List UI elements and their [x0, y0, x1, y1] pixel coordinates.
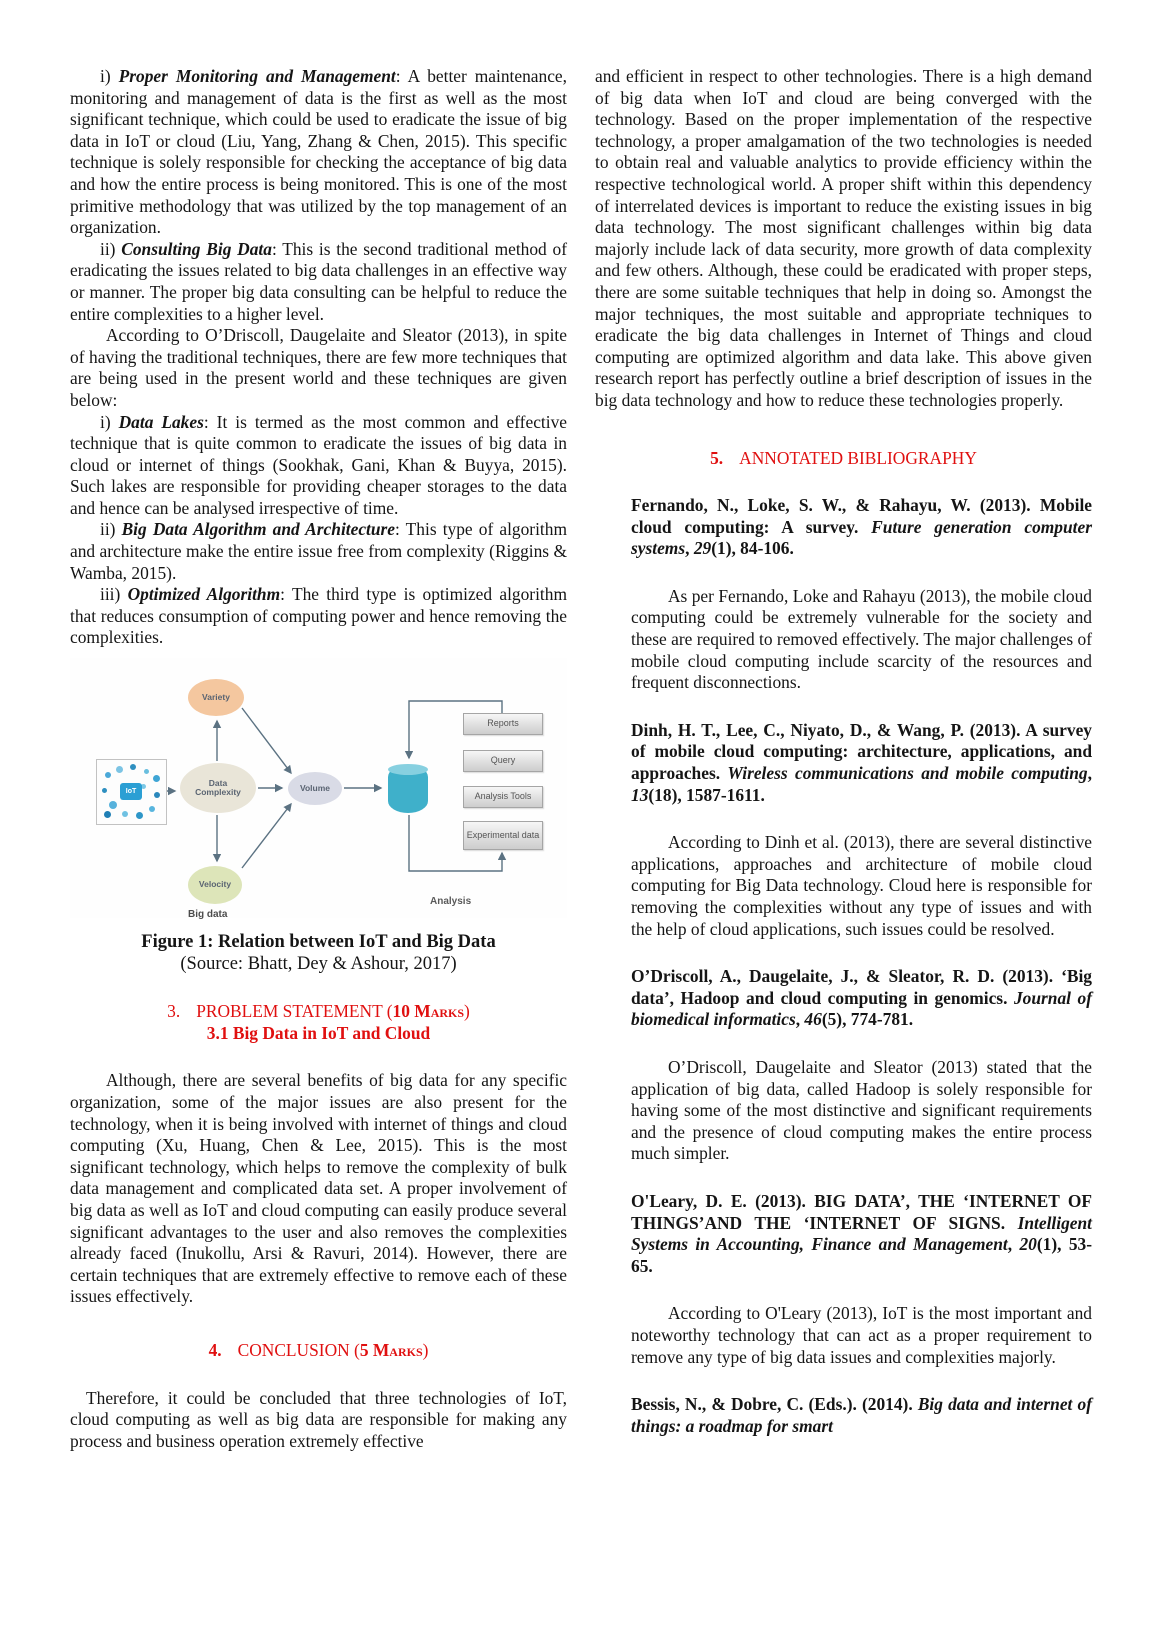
figure-1-diagram: [70, 658, 567, 921]
reference-oleary: [631, 1191, 1092, 1277]
box-experimental-data: Experimental data: [463, 821, 543, 850]
text-run: Fernando, N., Loke, S. W., & Rahayu, W. (2013). Mobile cloud computing: A survey.: [631, 495, 1092, 537]
item-lead: ii): [100, 238, 122, 259]
paragraph-according: According to O’Driscoll, Daugelaite and Sleator (2013), in spite of having the traditional techniques, there are few more techniques that are being used in the present world and these techniques are given below:: [70, 325, 567, 410]
annotation-fernando: As per Fernando, Loke and Rahayu (2013), the mobile cloud computing could be extremely vulnerable for the society and these are required to removed effectively. The major challenges of mobile cloud computing include scarcity of the resources and frequent disconnections.: [631, 585, 1092, 693]
text-run: (1), 84-106.: [711, 538, 794, 559]
annotation-dinh: According to Dinh et al. (2013), there are several distinctive applications, approaches and architecture of mobile cloud computing for Big Data technology. Cloud here is responsible for removing the complexities without any type of issues and with the help of cloud applications, such issues could be resolved.: [631, 832, 1092, 939]
text-run: (18), 1587-1611.: [648, 784, 765, 805]
heading-number: 4.: [208, 1339, 222, 1360]
reference-fernando: [631, 495, 1092, 560]
item-lead: iii): [100, 584, 128, 605]
item-lead: i): [100, 411, 119, 432]
heading-text: ): [422, 1339, 429, 1360]
label-analysis: Analysis: [430, 896, 472, 908]
text-run: ,: [1087, 763, 1092, 784]
item-lead: i): [100, 66, 119, 86]
heading-text: ANNOTATED BIBLIOGRAPHY: [739, 447, 977, 468]
box-reports: Reports: [463, 713, 543, 735]
figure-caption-title: Figure 1: Relation between IoT and Big Data: [141, 932, 496, 953]
text-run: : The third type is optimized algorithm that reduces consumption of computing power and hence removing the complexities.: [70, 584, 567, 648]
list-item-consulting-big-data: [70, 239, 567, 325]
node-data-complexity: Data Complexity: [180, 763, 256, 813]
iot-chip: IoT: [120, 783, 142, 800]
node-velocity: Velocity: [188, 866, 242, 904]
text-run: O'Leary, D. E. (2013). BIG DATA’, THE ‘INTERNET OF THINGS’AND THE ‘INTERNET OF SIGNS.: [631, 1190, 1092, 1233]
heading-big-data-iot-cloud: 3.1 Big Data in IoT and Cloud: [206, 1022, 431, 1043]
volume-number: 46: [804, 1009, 822, 1030]
item-term: Data Lakes: [118, 411, 204, 432]
paragraph-therefore: Therefore, it could be concluded that three technologies of IoT, cloud computing as well as big data are responsible for making any process and business operation extremely effective: [70, 1387, 567, 1451]
figure-caption-source: (Source: Bhatt, Dey & Ashour, 2017): [180, 953, 457, 974]
paragraph-although: Although, there are several benefits of big data for any specific organization, some of the major issues are also present for the technology, when it is being involved with internet of things and cloud computing (Xu, Huang, Chen & Lee, 2015). This is the most significant technology, which helps to remove the complexity of bulk data management and complicated data set. A proper involvement of big data as well as IoT and cloud computing can easily produce several significant advantages to the user and also removes the complexities already faced (Inukollu, Arsi & Ravuri, 2014). However, there are certain techniques that are extremely effective to remove each of these issues effectively.: [70, 1070, 567, 1307]
text-run: : It is termed as the most common and effective technique that is quite common to eradicate the issues of big data in cloud or internet of things (Sookhak, Gani, Khan & Buyya, 2015). Such lakes are responsible for providing cheaper storages to the data and hence can be analysed irrespective of time.: [70, 411, 567, 518]
heading-number: 5.: [710, 447, 724, 468]
item-term: Optimized Algorithm: [127, 584, 281, 605]
heading-marks: 5 Marks: [359, 1339, 423, 1360]
node-variety: Variety: [188, 679, 244, 716]
heading-number: 3.: [167, 1001, 181, 1022]
text-run: ,: [685, 538, 694, 559]
reference-bessis: [631, 1394, 1092, 1437]
reference-odriscoll: [631, 966, 1092, 1031]
heading-annotated-bibliography: [595, 448, 1092, 470]
volume-number: 13: [631, 784, 649, 805]
heading-text: PROBLEM STATEMENT (: [196, 1001, 393, 1022]
heading-text: CONCLUSION (: [237, 1339, 360, 1360]
left-column: [70, 66, 567, 1452]
text-run: (5), 774-781.: [821, 1009, 914, 1030]
iot-devices-box: [96, 759, 167, 825]
item-term: Big Data Algorithm and Architecture: [121, 519, 396, 540]
text-run: Bessis, N., & Dobre, C. (Eds.). (2014).: [631, 1394, 918, 1415]
list-item-data-lakes: [70, 412, 567, 520]
text-run: (1), 53-65.: [631, 1234, 1093, 1276]
journal-title: Intelligent Systems in Accounting, Finance and Management: [631, 1212, 1092, 1255]
text-run: ,: [795, 1009, 805, 1030]
heading-conclusion: [70, 1340, 567, 1362]
heading-problem-statement: [70, 1001, 567, 1023]
text-run: Dinh, H. T., Lee, C., Niyato, D., & Wang, P. (2013). A survey of mobile cloud computing: architecture, applications, and approaches.: [631, 719, 1092, 784]
journal-title: Journal of biomedical informatics: [631, 987, 1092, 1030]
heading-text: ): [464, 1001, 470, 1022]
volume-number: 20: [1019, 1234, 1037, 1255]
paragraph-intro: and efficient in respect to other technologies. There is a high demand of big data when IoT and cloud are being converged with the technology. Based on the proper implementation of the respective technology, a proper amalgamation of the two technologies is needed to obtain real and valuable analytics to provide efficiency within the respective technological world. A proper shift within this dependency of interrelated devices is important to reduce the existing issues in big data technology. The most significant challenges within big data majorly include lack of data security, more growth of data complexity and few others. Although, these could be eradicated with proper steps, there are some suitable techniques that help in doing so. Amongst the major techniques, the most suitable and appropriate techniques to eradicate the big data challenges in Internet of Things and cloud computing are optimized algorithm and data lake. This above given research report has perfectly outline a brief description of issues in the big data technology and how to reduce these technologies properly.: [595, 66, 1092, 410]
box-analysis-tools: Analysis Tools: [463, 786, 543, 808]
label-big-data: Big data: [188, 909, 228, 921]
item-term: Consulting Big Data: [121, 238, 272, 259]
journal-title: Big data and internet of things: a roadmap for smart: [631, 1394, 1093, 1436]
text-run: : This is the second traditional method of eradicating the issues related to big data challenges in an effective way or manner. The proper big data consulting can be helpful to reduce the entire complexities to a higher level.: [70, 238, 568, 324]
right-column: [595, 66, 1092, 1452]
text-run: O’Driscoll, A., Daugelaite, J., & Sleator, R. D. (2013). ‘Big data’, Hadoop and cloud computing in genomics.: [631, 966, 1092, 1008]
annotation-oleary: According to O'Leary (2013), IoT is the most important and noteworthy technology that can act as a proper requirement to remove any type of big data issues and complexities majorly.: [631, 1303, 1092, 1367]
annotation-odriscoll: O’Driscoll, Daugelaite and Sleator (2013) stated that the application of big data, called Hadoop is solely responsible for having some of the most distinctive and significant requirements and the presence of cloud computing makes the entire process much simpler.: [631, 1056, 1092, 1164]
item-lead: ii): [100, 519, 122, 540]
text-run: : A better maintenance, monitoring and management of data is the first as well as the most significant technique, which could be used to eradicate the issue of big data in IoT or cloud (Liu, Yang, Zhang & Chen, 2015). This specific technique is solely responsible for checking the acceptance of big data and how the entire process is being monitored. This is one of the most primitive methodology that was utilized by the top management of an organization.: [70, 66, 567, 238]
reference-dinh: [631, 720, 1092, 806]
node-volume: Volume: [288, 772, 342, 805]
list-item-optimized-algorithm: [70, 584, 567, 649]
journal-title: Future generation computer systems: [631, 516, 1092, 559]
list-item-proper-monitoring: [70, 66, 567, 239]
volume-number: 29: [693, 538, 712, 559]
heading-marks: 10 Marks: [392, 1001, 465, 1022]
database-cylinder-icon: [388, 765, 428, 813]
text-run: : This type of algorithm and architecture make the entire issue free from complexity (Riggins & Wamba, 2015).: [70, 519, 567, 583]
text-run: ,: [1007, 1234, 1020, 1255]
item-term: Proper Monitoring and Management: [118, 66, 396, 86]
list-item-big-data-algorithm: [70, 519, 567, 584]
journal-title: Wireless communications and mobile computing: [727, 763, 1088, 784]
box-query: Query: [463, 750, 543, 772]
